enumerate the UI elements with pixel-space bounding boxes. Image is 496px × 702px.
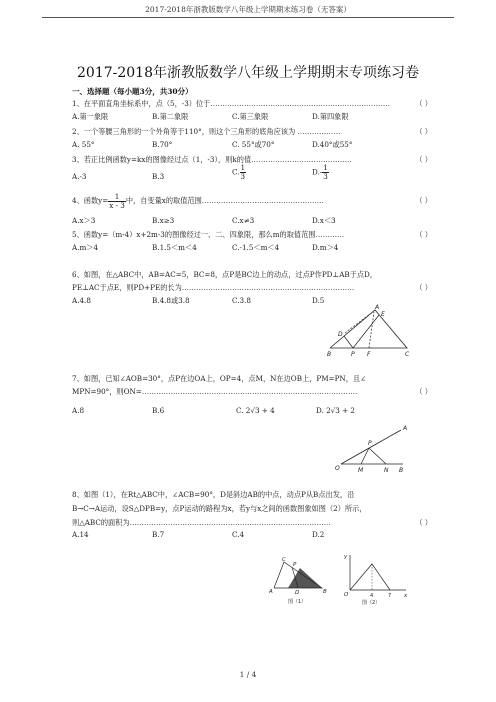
option-c: C.第三象限 [232,112,269,121]
axis-label-y: y [344,554,348,560]
option-label: D.- [312,167,323,177]
fraction [108,193,126,210]
option-b: B.4.8或3.8 [152,296,190,305]
label-d: D [338,331,343,338]
option-c: C.4 [232,530,245,539]
axis-label-x: x [404,593,408,599]
question-text: 2、一个等腰三角形的一个外角等于110°，则这个三角形的底角应该为 [72,127,296,136]
option-a: A.-3 [72,172,87,181]
option-b: B.1.5＜m＜4 [152,243,197,252]
question-text: 1、在平面直角坐标系中，点（5，-3）位于 [72,99,211,108]
question-text: 中，自变量x的取值范围 [125,196,202,205]
fraction [322,164,329,181]
question-2: 2、一个等腰三角形的一个外角等于110°，则这个三角形的底角应该为 ……………… （ ） [72,127,432,136]
question-8-cont2: 则△ABC的面积为………………………………………………………………………… （ ） [72,518,432,527]
label-a: A [269,589,273,595]
answer-paren: （ ） [415,155,432,164]
fraction-denominator: x - 3 [109,200,125,210]
question-text: 7、如图，已知∠AOB=30°，点P在边OA上，OP=4，点M，N在边OB上，PM=PN，且∠ [72,374,367,383]
option-a: A.m＞4 [72,243,99,252]
question-8-cont [72,502,432,515]
answer-paren: （ ） [415,387,432,396]
answer-paren: （ ） [415,283,432,292]
answer-paren: （ ） [415,99,432,108]
option-d: D.5 [312,296,325,305]
option-b: B.70° [152,140,173,149]
option-b: B.7 [152,530,165,539]
question-6-cont: PE⊥AC于点E，则PD+PE的长为……………………………………………………………… （ ） [72,283,432,292]
origin-label: O [344,592,349,598]
label-e: E [381,311,385,318]
option-c: C.x≠3 [232,216,255,225]
fraction-denominator: 3 [240,172,246,181]
option-a: A.x＞3 [72,216,96,225]
label-b: B [327,351,332,358]
option-d: D.第四象限 [312,112,349,121]
figure-caption: 图（2） [362,600,381,606]
option-d: D.40°或55° [312,140,353,149]
option-a: A. 55° [72,140,95,149]
question-text: 4、函数y= [72,196,109,205]
option-c: C.3.8 [232,296,251,305]
answer-paren: （ ） [415,518,432,527]
question-text: B→C→A运动，设S△DPB=y，点P运动的路程为x，若y与x之间的函数图象如图（2）所示， [72,504,367,513]
option-a: A.4.8 [72,296,91,305]
answer-paren: （ ） [415,196,432,205]
question-3: 3、若正比例函数y=kx的图像经过点（1，-3），则k的值…………………………………… （ ） [72,155,432,164]
option-c: C.-1.5＜m＜4 [232,243,280,252]
page-number: 1 / 4 [239,670,257,679]
question-text: 5、函数y=（m-4）x+2m-3的图像经过一、二、四象限，那么m的取值范围 [72,230,316,239]
option-c [232,164,246,181]
label-p: P [368,440,372,447]
label-a: A [403,425,408,432]
option-c: C. 55°或70° [232,140,275,149]
question-text: 6、如图，在△ABC中，AB=AC=5，BC=8，点P是BC边上的动点，过点P作PD⊥AB于点D， [72,270,377,279]
question-8 [72,488,432,501]
option-a: A.8 [72,406,85,415]
option-d [312,164,329,181]
question-text: 则△ABC的面积为 [72,518,130,527]
fraction-numerator: 1 [240,163,246,172]
label-f: F [367,351,371,358]
question-text: MPN=90°，则ON= [72,387,142,396]
option-d: D.x＜3 [312,216,336,225]
label-n: N [384,467,389,474]
question-7-cont: MPN=90°，则ON=……………………………………………………………………………… （ ） [72,387,432,396]
label-o: O [335,465,340,472]
tick-label-7: 7 [388,593,392,599]
triangle-figure-q8 [268,554,330,606]
option-label: C. [232,167,240,177]
answer-paren: （ ） [415,230,432,239]
angle-figure-q7 [333,424,413,474]
label-c: C [405,351,410,358]
option-b: B.第二象限 [152,112,189,121]
question-1: 1、在平面直角坐标系中，点（5，-3）位于………………………………………………………………… （ ） [72,99,432,108]
option-d: D. 2√3 + 2 [316,406,355,415]
label-c: C [282,557,286,563]
triangle-figure-q6 [325,306,415,361]
label-b: B [323,589,327,595]
question-6 [72,268,432,281]
option-c: C. 2√3 + 4 [236,406,275,415]
figure-caption: 图（1） [288,599,307,605]
document-title: 2017-2018年浙教版数学八年级上学期期末专项练习卷 [77,65,419,81]
label-a: A [375,304,380,311]
fraction-numerator: 1 [108,193,126,202]
fraction [240,164,247,181]
option-d: D.2 [312,530,325,539]
label-p: P [351,351,355,358]
running-header: 2017-2018年浙教版数学八年级上学期期末练习卷（无答案） [145,5,351,14]
option-a: A.14 [72,530,89,539]
question-7 [72,372,432,385]
option-b: B.x≥3 [152,216,175,225]
section-heading: 一、选择题（每小题3分，共30分） [72,87,193,96]
fraction-numerator: 1 [323,163,328,172]
label-d: D [295,590,300,596]
answer-paren: （ ） [415,127,432,136]
label-b: B [399,467,404,474]
question-text: 8、如图（1），在Rt△ABC中，∠ACB=90°，D是斜边AB的中点，动点P从B点出发，沿 [72,490,355,499]
tick-label-4: 4 [370,593,374,599]
question-text: PE⊥AC于点E，则PD+PE的长为 [72,283,182,292]
option-b: B.3 [152,172,165,181]
question-text: 3、若正比例函数y=kx的图像经过点（1，-3），则k的值 [72,155,252,164]
label-m: M [358,467,364,474]
option-d: D.m＞4 [312,243,339,252]
option-b: B.6 [152,406,165,415]
fraction-denominator: 3 [323,172,328,181]
label-p: P [293,562,297,568]
header-rule [42,17,454,18]
question-4: 4、函数y= $\frac{1}{x - 3}$ 中，自变量x的取值范围…………………………………………… （ ） [72,192,432,210]
question-5: 5、函数y=（m-4）x+2m-3的图像经过一、二、四象限，那么m的取值范围………… （ ） [72,230,432,239]
option-a: A.第一象限 [72,112,109,121]
graph-figure-q8 [340,552,410,606]
